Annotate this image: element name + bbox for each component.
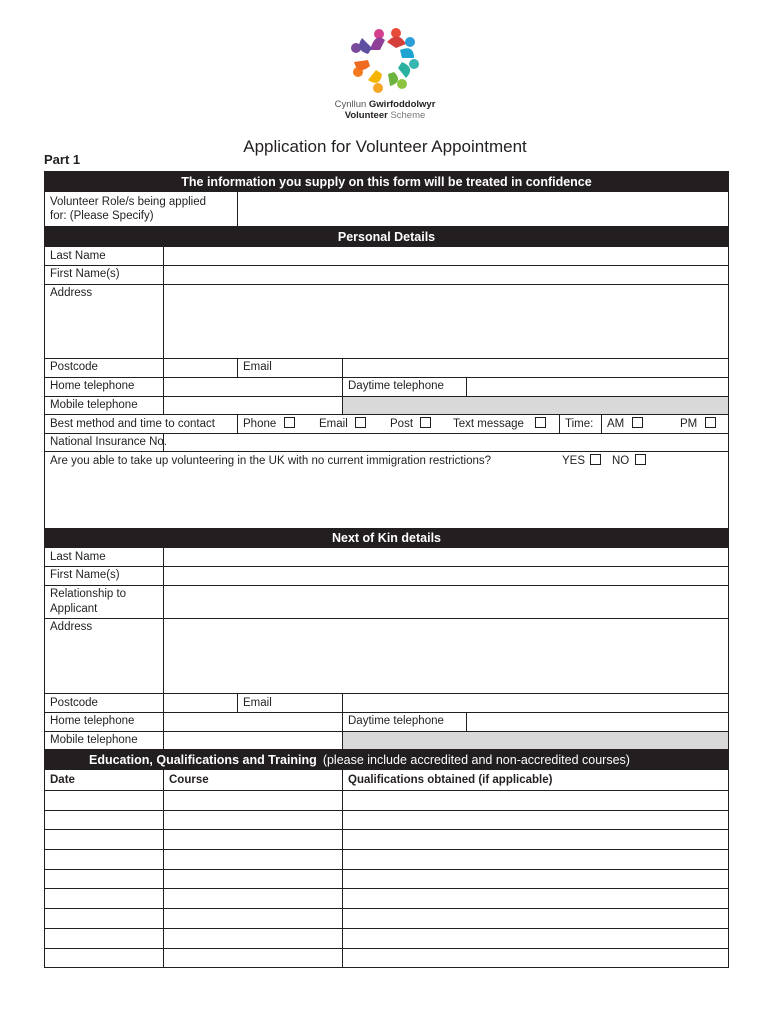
personal-home-tel-input[interactable] — [164, 378, 342, 396]
page-title: Application for Volunteer Appointment — [243, 137, 527, 156]
personal-email-label: Email — [243, 361, 272, 373]
kin-mobile-grey-cell — [343, 732, 728, 749]
logo-en-light: Scheme — [390, 110, 426, 121]
kin-last-name-label: Last Name — [50, 551, 106, 563]
confidential-header: The information you supply on this form will be treated in confidence — [44, 171, 729, 192]
logo-text-welsh — [300, 99, 470, 110]
kin-address-input[interactable] — [164, 619, 728, 693]
divider — [44, 451, 729, 452]
immigration-question: Are you able to take up volunteering in the UK with no current immigration restrictions? — [50, 455, 492, 467]
personal-first-names-input[interactable] — [164, 266, 728, 284]
kin-relationship-input[interactable] — [164, 586, 728, 618]
col-qualifications-header: Qualifications obtained (if applicable) — [348, 774, 553, 786]
people-circle-logo-icon — [340, 20, 430, 100]
am-checkbox[interactable] — [632, 417, 643, 428]
kin-relationship-label-2: Applicant — [50, 603, 98, 615]
logo-text-english — [300, 110, 470, 121]
ni-number-input[interactable] — [164, 434, 728, 451]
kin-postcode-label: Postcode — [50, 697, 98, 709]
pm-label: PM — [680, 418, 698, 430]
logo-welsh-bold: Gwirfoddolwyr — [368, 99, 436, 110]
kin-mobile-label: Mobile telephone — [50, 734, 138, 746]
personal-last-name-label: Last Name — [50, 250, 106, 262]
logo — [340, 20, 430, 100]
ni-number-label: National Insurance No. — [50, 436, 167, 448]
am-label: AM — [607, 418, 625, 430]
personal-mobile-input[interactable] — [164, 397, 342, 414]
education-table-row[interactable] — [45, 870, 728, 888]
email-checkbox[interactable] — [355, 417, 366, 428]
kin-email-input[interactable] — [343, 694, 728, 712]
education-table-row[interactable] — [45, 850, 728, 869]
education-table-row[interactable] — [45, 791, 728, 810]
col-course-header: Course — [169, 774, 209, 786]
phone-checkbox[interactable] — [284, 417, 295, 428]
part-label: Part 1 — [44, 152, 81, 167]
education-table-row[interactable] — [45, 811, 728, 829]
yes-checkbox[interactable] — [590, 454, 601, 465]
education-header-title: Education, Qualifications and Training — [89, 752, 317, 767]
personal-details-header: Personal Details — [44, 226, 729, 247]
no-label: NO — [612, 455, 630, 467]
kin-first-names-label: First Name(s) — [50, 569, 120, 581]
education-header — [44, 749, 729, 770]
best-method-label: Best method and time to contact — [50, 418, 215, 430]
education-table-row[interactable] — [45, 909, 728, 928]
personal-last-name-input[interactable] — [164, 248, 728, 265]
kin-daytime-tel-input[interactable] — [467, 713, 728, 731]
personal-daytime-tel-input[interactable] — [467, 378, 728, 396]
kin-address-label: Address — [50, 621, 93, 633]
education-table-row[interactable] — [45, 949, 728, 967]
kin-last-name-input[interactable] — [164, 549, 728, 566]
kin-postcode-input[interactable] — [164, 694, 237, 712]
logo-en-bold: Volunteer — [344, 110, 388, 121]
personal-postcode-input[interactable] — [164, 359, 237, 377]
kin-home-tel-label: Home telephone — [50, 715, 135, 727]
kin-relationship-label-1: Relationship to — [50, 588, 127, 600]
role-label-1: Volunteer Role/s being applied — [50, 196, 207, 208]
divider — [601, 414, 602, 433]
text-message-checkbox[interactable] — [535, 417, 546, 428]
post-checkbox[interactable] — [420, 417, 431, 428]
post-label: Post — [390, 418, 414, 430]
outer-bottom-border — [44, 967, 729, 968]
personal-postcode-label: Postcode — [50, 361, 98, 373]
no-checkbox[interactable] — [635, 454, 646, 465]
divider — [559, 414, 560, 433]
divider — [237, 358, 238, 378]
divider — [44, 414, 729, 415]
personal-daytime-tel-label: Daytime telephone — [348, 380, 444, 392]
kin-daytime-tel-label: Daytime telephone — [348, 715, 444, 727]
pm-checkbox[interactable] — [705, 417, 716, 428]
phone-label: Phone — [243, 418, 277, 430]
personal-home-tel-label: Home telephone — [50, 380, 135, 392]
kin-mobile-input[interactable] — [164, 732, 342, 749]
education-table-row[interactable] — [45, 889, 728, 908]
divider — [237, 414, 238, 433]
yes-label: YES — [562, 455, 586, 467]
role-input[interactable] — [238, 193, 728, 225]
email-option-label: Email — [319, 418, 348, 430]
divider — [237, 693, 238, 712]
kin-home-tel-input[interactable] — [164, 713, 342, 731]
personal-address-label: Address — [50, 287, 93, 299]
education-header-note: (please include accredited and non-accredited courses) — [322, 752, 630, 767]
role-label-2: for: (Please Specify) — [50, 210, 154, 222]
logo-welsh-light: Cynllun — [334, 99, 367, 110]
next-of-kin-header: Next of Kin details — [44, 528, 729, 548]
text-message-label: Text message — [453, 418, 524, 430]
time-label: Time: — [565, 418, 594, 430]
kin-email-label: Email — [243, 697, 272, 709]
col-date-header: Date — [50, 774, 75, 786]
personal-email-input[interactable] — [343, 359, 728, 377]
personal-address-input[interactable] — [164, 285, 728, 358]
education-table-row[interactable] — [45, 929, 728, 948]
kin-first-names-input[interactable] — [164, 567, 728, 585]
personal-first-names-label: First Name(s) — [50, 268, 120, 280]
education-table-row[interactable] — [45, 830, 728, 849]
mobile-grey-cell — [343, 397, 728, 414]
personal-mobile-label: Mobile telephone — [50, 399, 138, 411]
